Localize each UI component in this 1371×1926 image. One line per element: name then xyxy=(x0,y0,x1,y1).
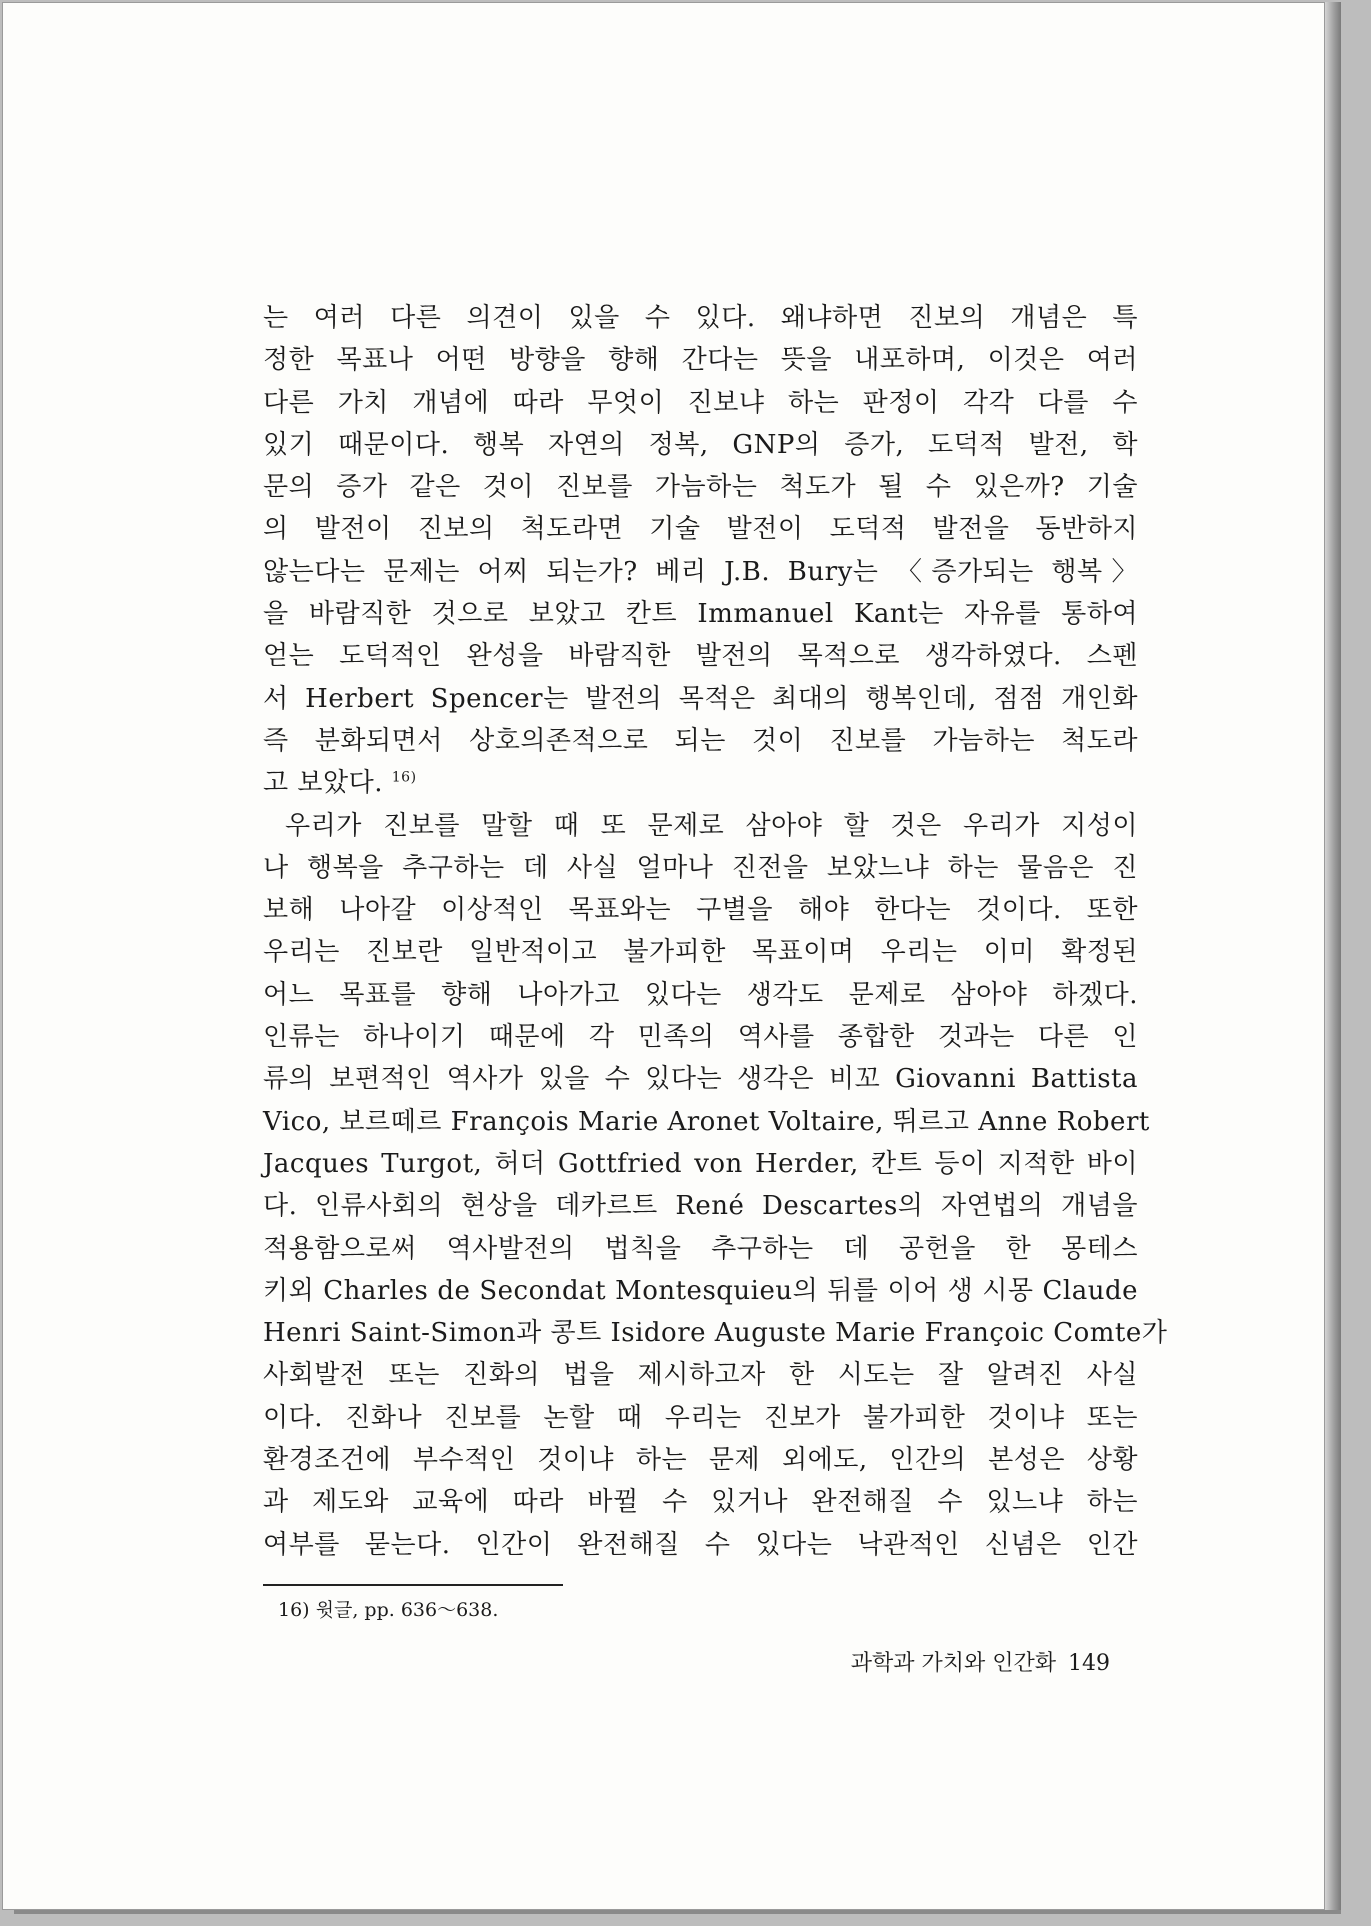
footnote-reference: 16) xyxy=(391,769,417,786)
body-line: 다른 가치 개념에 따라 무엇이 진보냐 하는 판정이 각각 다를 수 xyxy=(263,387,1138,418)
body-line: 여부를 묻는다. 인간이 완전해질 수 있다는 낙관적인 신념은 인간 xyxy=(263,1529,1138,1560)
footnote: 16) 윗글, pp. 636～638. xyxy=(278,1599,499,1621)
body-line: 인류는 하나이기 때문에 각 민족의 역사를 종합한 것과는 다른 인 xyxy=(263,1022,1138,1053)
body-line: 다. 인류사회의 현상을 데카르트 René Descartes의 자연법의 개념을 xyxy=(263,1191,1138,1222)
body-line: 을 바람직한 것으로 보았고 칸트 Immanuel Kant는 자유를 통하여 xyxy=(263,599,1138,630)
body-line: 우리가 진보를 말할 때 또 문제로 삼아야 할 것은 우리가 지성이 xyxy=(285,810,1138,841)
body-line: Jacques Turgot, 허더 Gottfried von Herder, 칸트 등이 지적한 바이 xyxy=(263,1148,1138,1179)
body-line: 나 행복을 추구하는 데 사실 얼마나 진전을 보았느냐 하는 물음은 진 xyxy=(263,852,1138,883)
page-number: 149 xyxy=(1068,1651,1110,1676)
body-text xyxy=(263,297,1168,1566)
body-line-text: 고 보았다. xyxy=(263,768,383,799)
body-line: 정한 목표나 어떤 방향을 향해 간다는 뜻을 내포하며, 이것은 여러 xyxy=(263,345,1138,376)
body-line: 있기 때문이다. 행복 자연의 정복, GNP의 증가, 도덕적 발전, 학 xyxy=(263,429,1138,460)
body-line: 문의 증가 같은 것이 진보를 가늠하는 척도가 될 수 있은까? 기술 xyxy=(263,472,1138,503)
footnote-divider xyxy=(263,1584,563,1586)
body-line: 즉 분화되면서 상호의존적으로 되는 것이 진보를 가늠하는 척도라 xyxy=(263,725,1138,756)
body-line: 보해 나아갈 이상적인 목표와는 구별을 해야 한다는 것이다. 또한 xyxy=(263,895,1138,926)
body-line: 얻는 도덕적인 완성을 바람직한 발전의 목적으로 생각하였다. 스펜 xyxy=(263,641,1138,672)
body-line: 서 Herbert Spencer는 발전의 목적은 최대의 행복인데, 점점 개인화 xyxy=(263,683,1138,714)
body-line: 적용함으로써 역사발전의 법칙을 추구하는 데 공헌을 한 몽테스 xyxy=(263,1233,1138,1264)
body-line: 과 제도와 교육에 따라 바뀔 수 있거나 완전해질 수 있느냐 하는 xyxy=(263,1487,1138,1518)
body-line: Vico, 보르떼르 François Marie Aronet Voltaire, 뛰르고 Anne Robert xyxy=(263,1106,1150,1137)
body-line: 사회발전 또는 진화의 법을 제시하고자 한 시도는 잘 알려진 사실 xyxy=(263,1360,1138,1391)
body-line: 의 발전이 진보의 척도라면 기술 발전이 도덕적 발전을 동반하지 xyxy=(263,514,1138,545)
body-line: 환경조건에 부수적인 것이냐 하는 문제 외에도, 인간의 본성은 상황 xyxy=(263,1445,1138,1476)
page-edge xyxy=(1325,2,1341,1910)
running-title: 과학과 가치와 인간화 xyxy=(850,1651,1056,1676)
body-line: 류의 보편적인 역사가 있을 수 있다는 생각은 비꼬 Giovanni Battista xyxy=(263,1064,1138,1095)
body-line: Henri Saint-Simon과 콩트 Isidore Auguste Marie Françoic Comte가 xyxy=(263,1318,1168,1349)
body-line: 는 여러 다른 의견이 있을 수 있다. 왜냐하면 진보의 개념은 특 xyxy=(263,303,1138,333)
body-line: 이다. 진화나 진보를 논할 때 우리는 진보가 불가피한 것이냐 또는 xyxy=(263,1402,1138,1433)
running-footer xyxy=(800,1646,1110,1677)
paragraph-end-line xyxy=(263,762,1138,804)
body-line: 어느 목표를 향해 나아가고 있다는 생각도 문제로 삼아야 하겠다. xyxy=(263,979,1138,1010)
body-line: 키외 Charles de Secondat Montesquieu의 뒤를 이어 생 시몽 Claude xyxy=(263,1275,1138,1306)
body-line: 않는다는 문제는 어찌 되는가? 베리 J.B. Bury는 〈증가되는 행복〉 xyxy=(263,556,1138,587)
body-line: 우리는 진보란 일반적이고 불가피한 목표이며 우리는 이미 확정된 xyxy=(263,937,1138,968)
